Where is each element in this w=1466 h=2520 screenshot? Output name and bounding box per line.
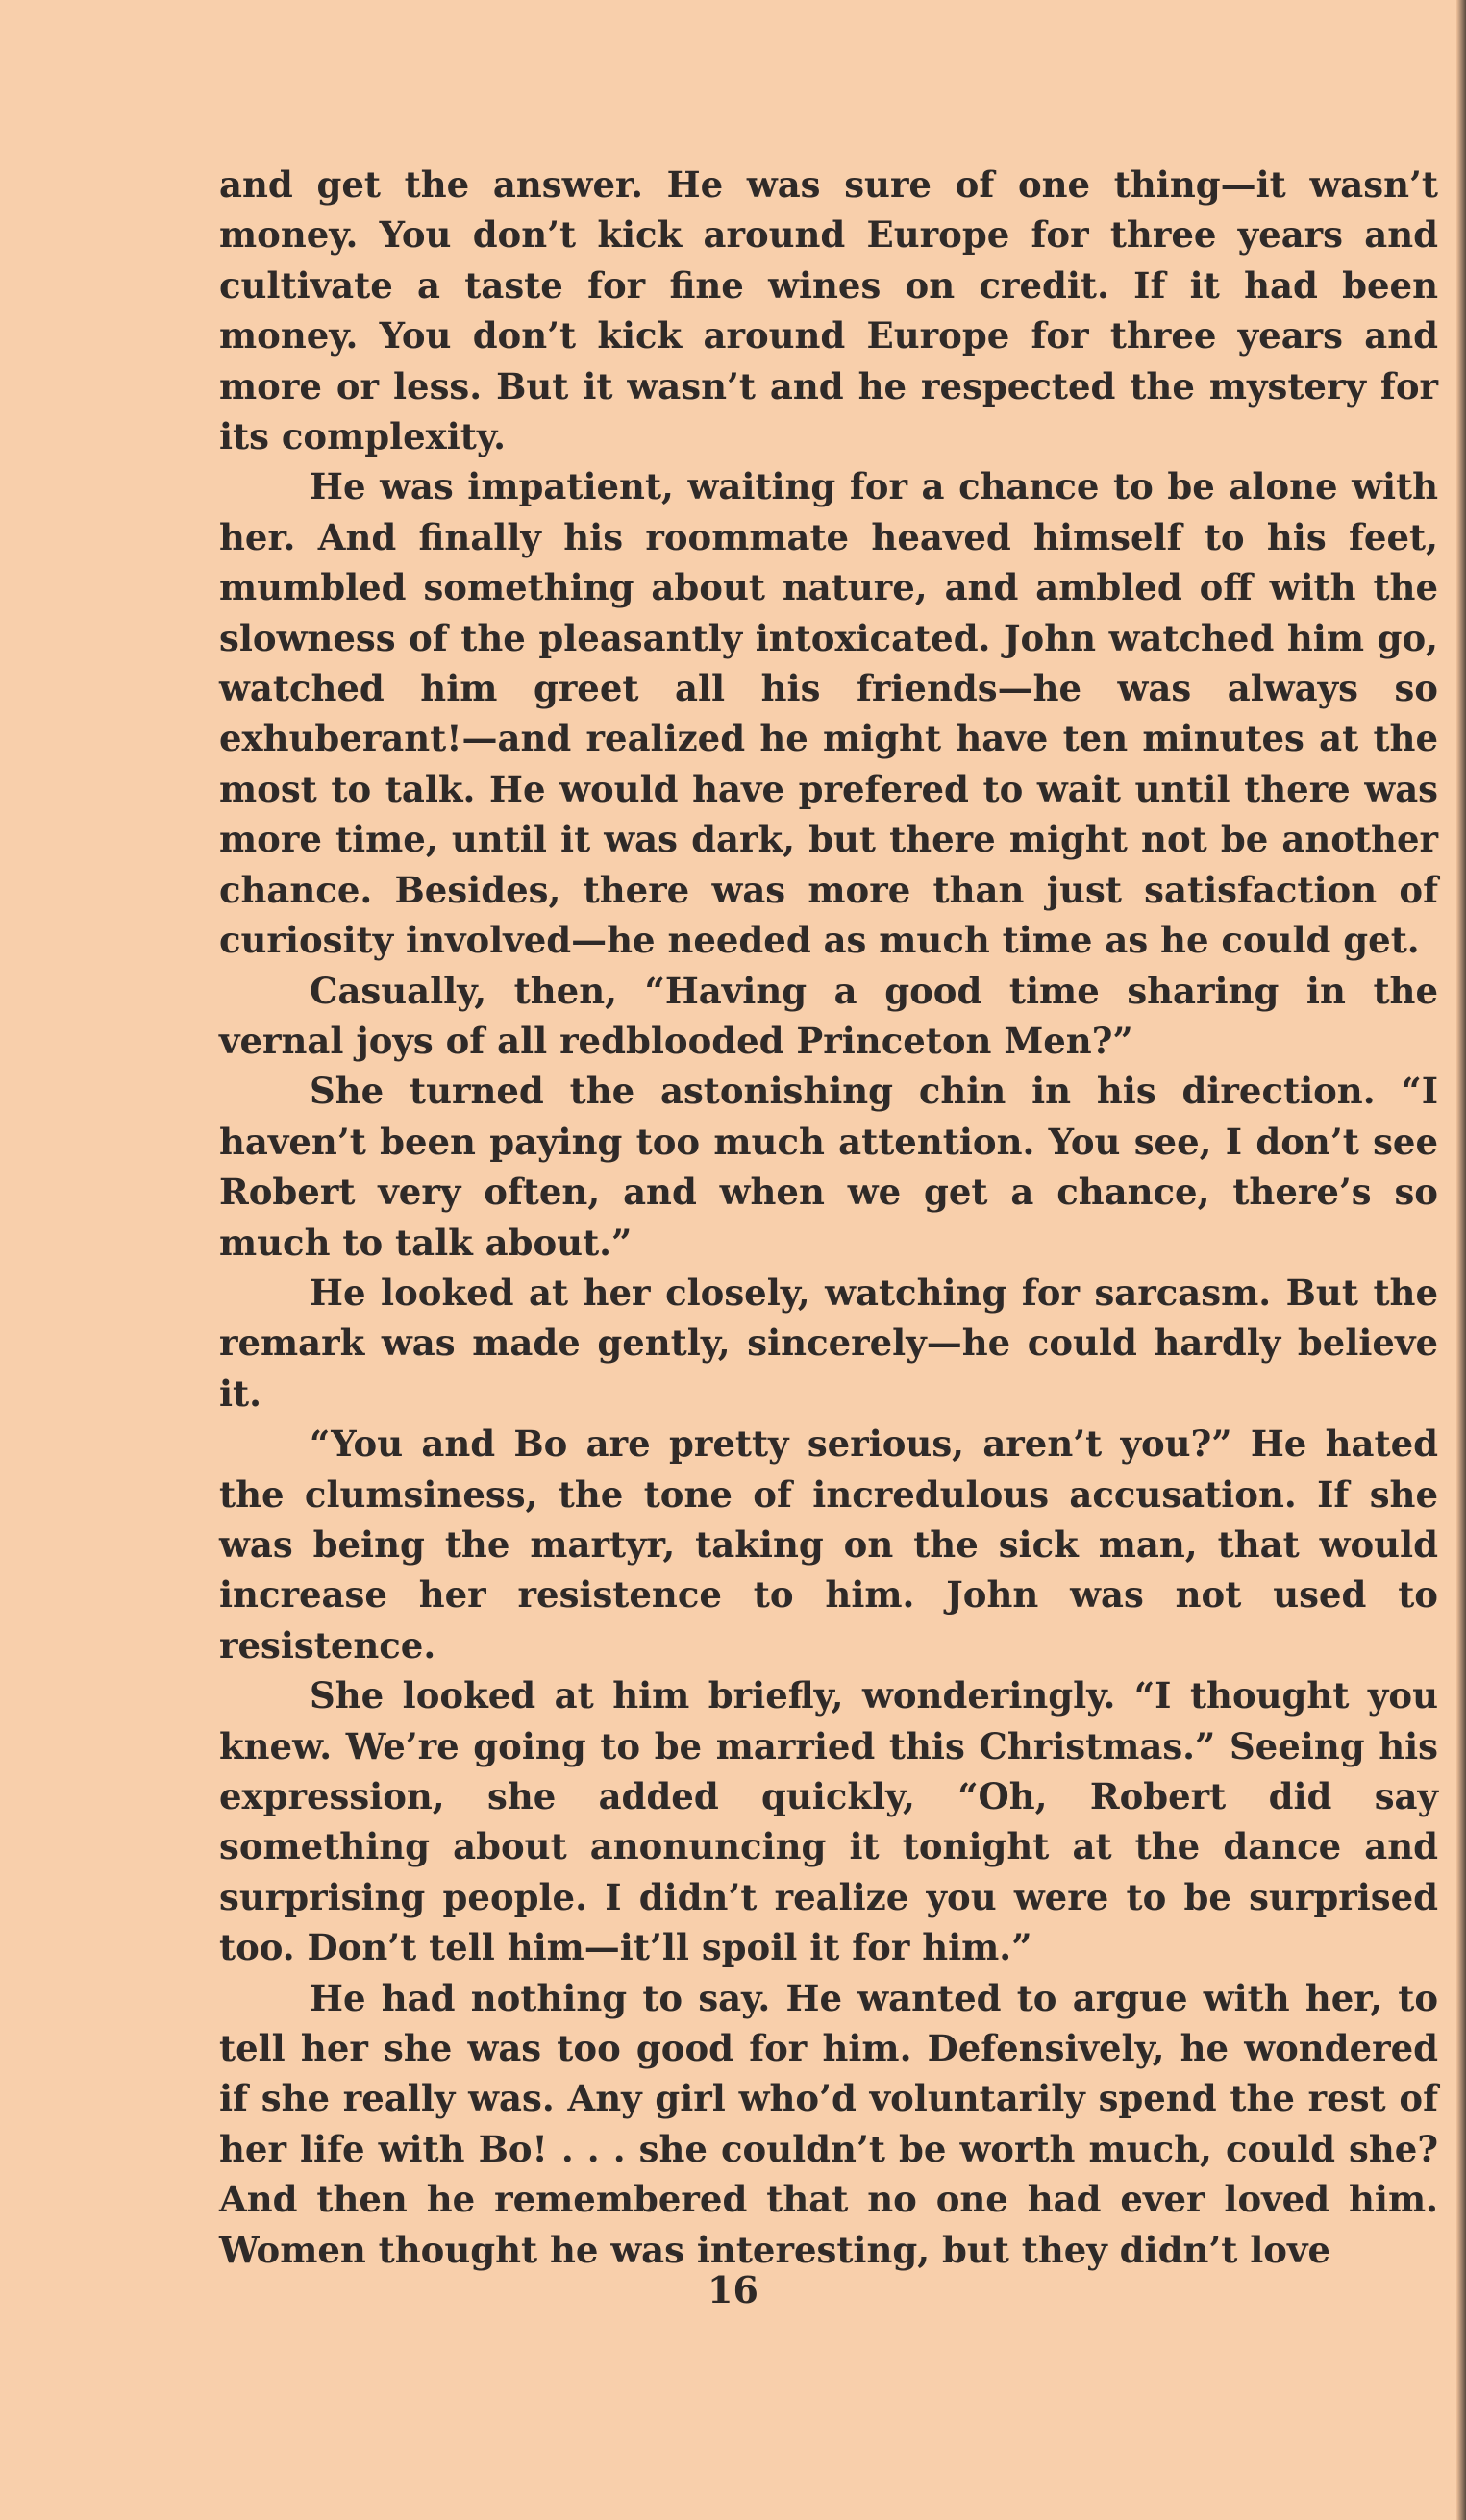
paragraph-8: He had nothing to say. He wanted to argue with her, to tell her she was too good for him. Defensively, he wondered if she really was. Any girl who’d voluntarily spend the rest of her life with Bo! . . . she couldn’t be worth much, could she? And then he remembered that no one had ever loved him. Women thought he was interesting, but they didn’t love [219, 1976, 1438, 2271]
page-number: 16 [708, 2268, 758, 2311]
paragraph-1: and get the answer. He was sure of one thing—it wasn’t money. You don’t kick around Europe for three years and cultivate a taste for fine wines on credit. If it had been money. You don’t kick around Europe for three years and more or less. But it wasn’t and he respected the mystery for its complexity. [219, 163, 1438, 458]
paragraph-4: She turned the astonishing chin in his direction. “I haven’t been paying too much attention. You see, I don’t see Robert very often, and when we get a chance, there’s so much to talk about.” [219, 1070, 1438, 1264]
paragraph-6: “You and Bo are pretty serious, aren’t you?” He hated the clumsiness, the tone of incredulous accusation. If she was being the martyr, taking on the sick man, that would increase her resistence to him. John was not used to resistence. [219, 1422, 1438, 1667]
page-edge-shadow [1456, 0, 1466, 2520]
paragraph-7: She looked at him briefly, wonderingly. “I thought you knew. We’re going to be married this Christmas.” Seeing his expression, she added quickly, “Oh, Robert did say something about anonuncing it tonight at the dance and surprising people. I didn’t realize you were to be surprised too. Don’t tell him—it’ll spoil it for him.” [219, 1674, 1438, 1969]
paragraph-5: He looked at her closely, watching for sarcasm. But the remark was made gently, sincerely—he could hardly believe it. [219, 1271, 1438, 1415]
body-text [219, 160, 1438, 2275]
paragraph-3: Casually, then, “Having a good time sharing in the vernal joys of all redblooded Princeton Men?” [219, 969, 1438, 1062]
paragraph-2: He was impatient, waiting for a chance to be alone with her. And finally his roommate heaved himself to his feet, mumbled something about nature, and ambled off with the slowness of the pleasantly intoxicated. John watched him go, watched him greet all his friends—he was always so exhuberant!—and realized he might have ten minutes at the most to talk. He would have prefered to wait until there was more time, until it was dark, but there might not be another chance. Besides, there was more than just satisfaction of curiosity involved—he needed as much time as he could get. [219, 465, 1438, 962]
